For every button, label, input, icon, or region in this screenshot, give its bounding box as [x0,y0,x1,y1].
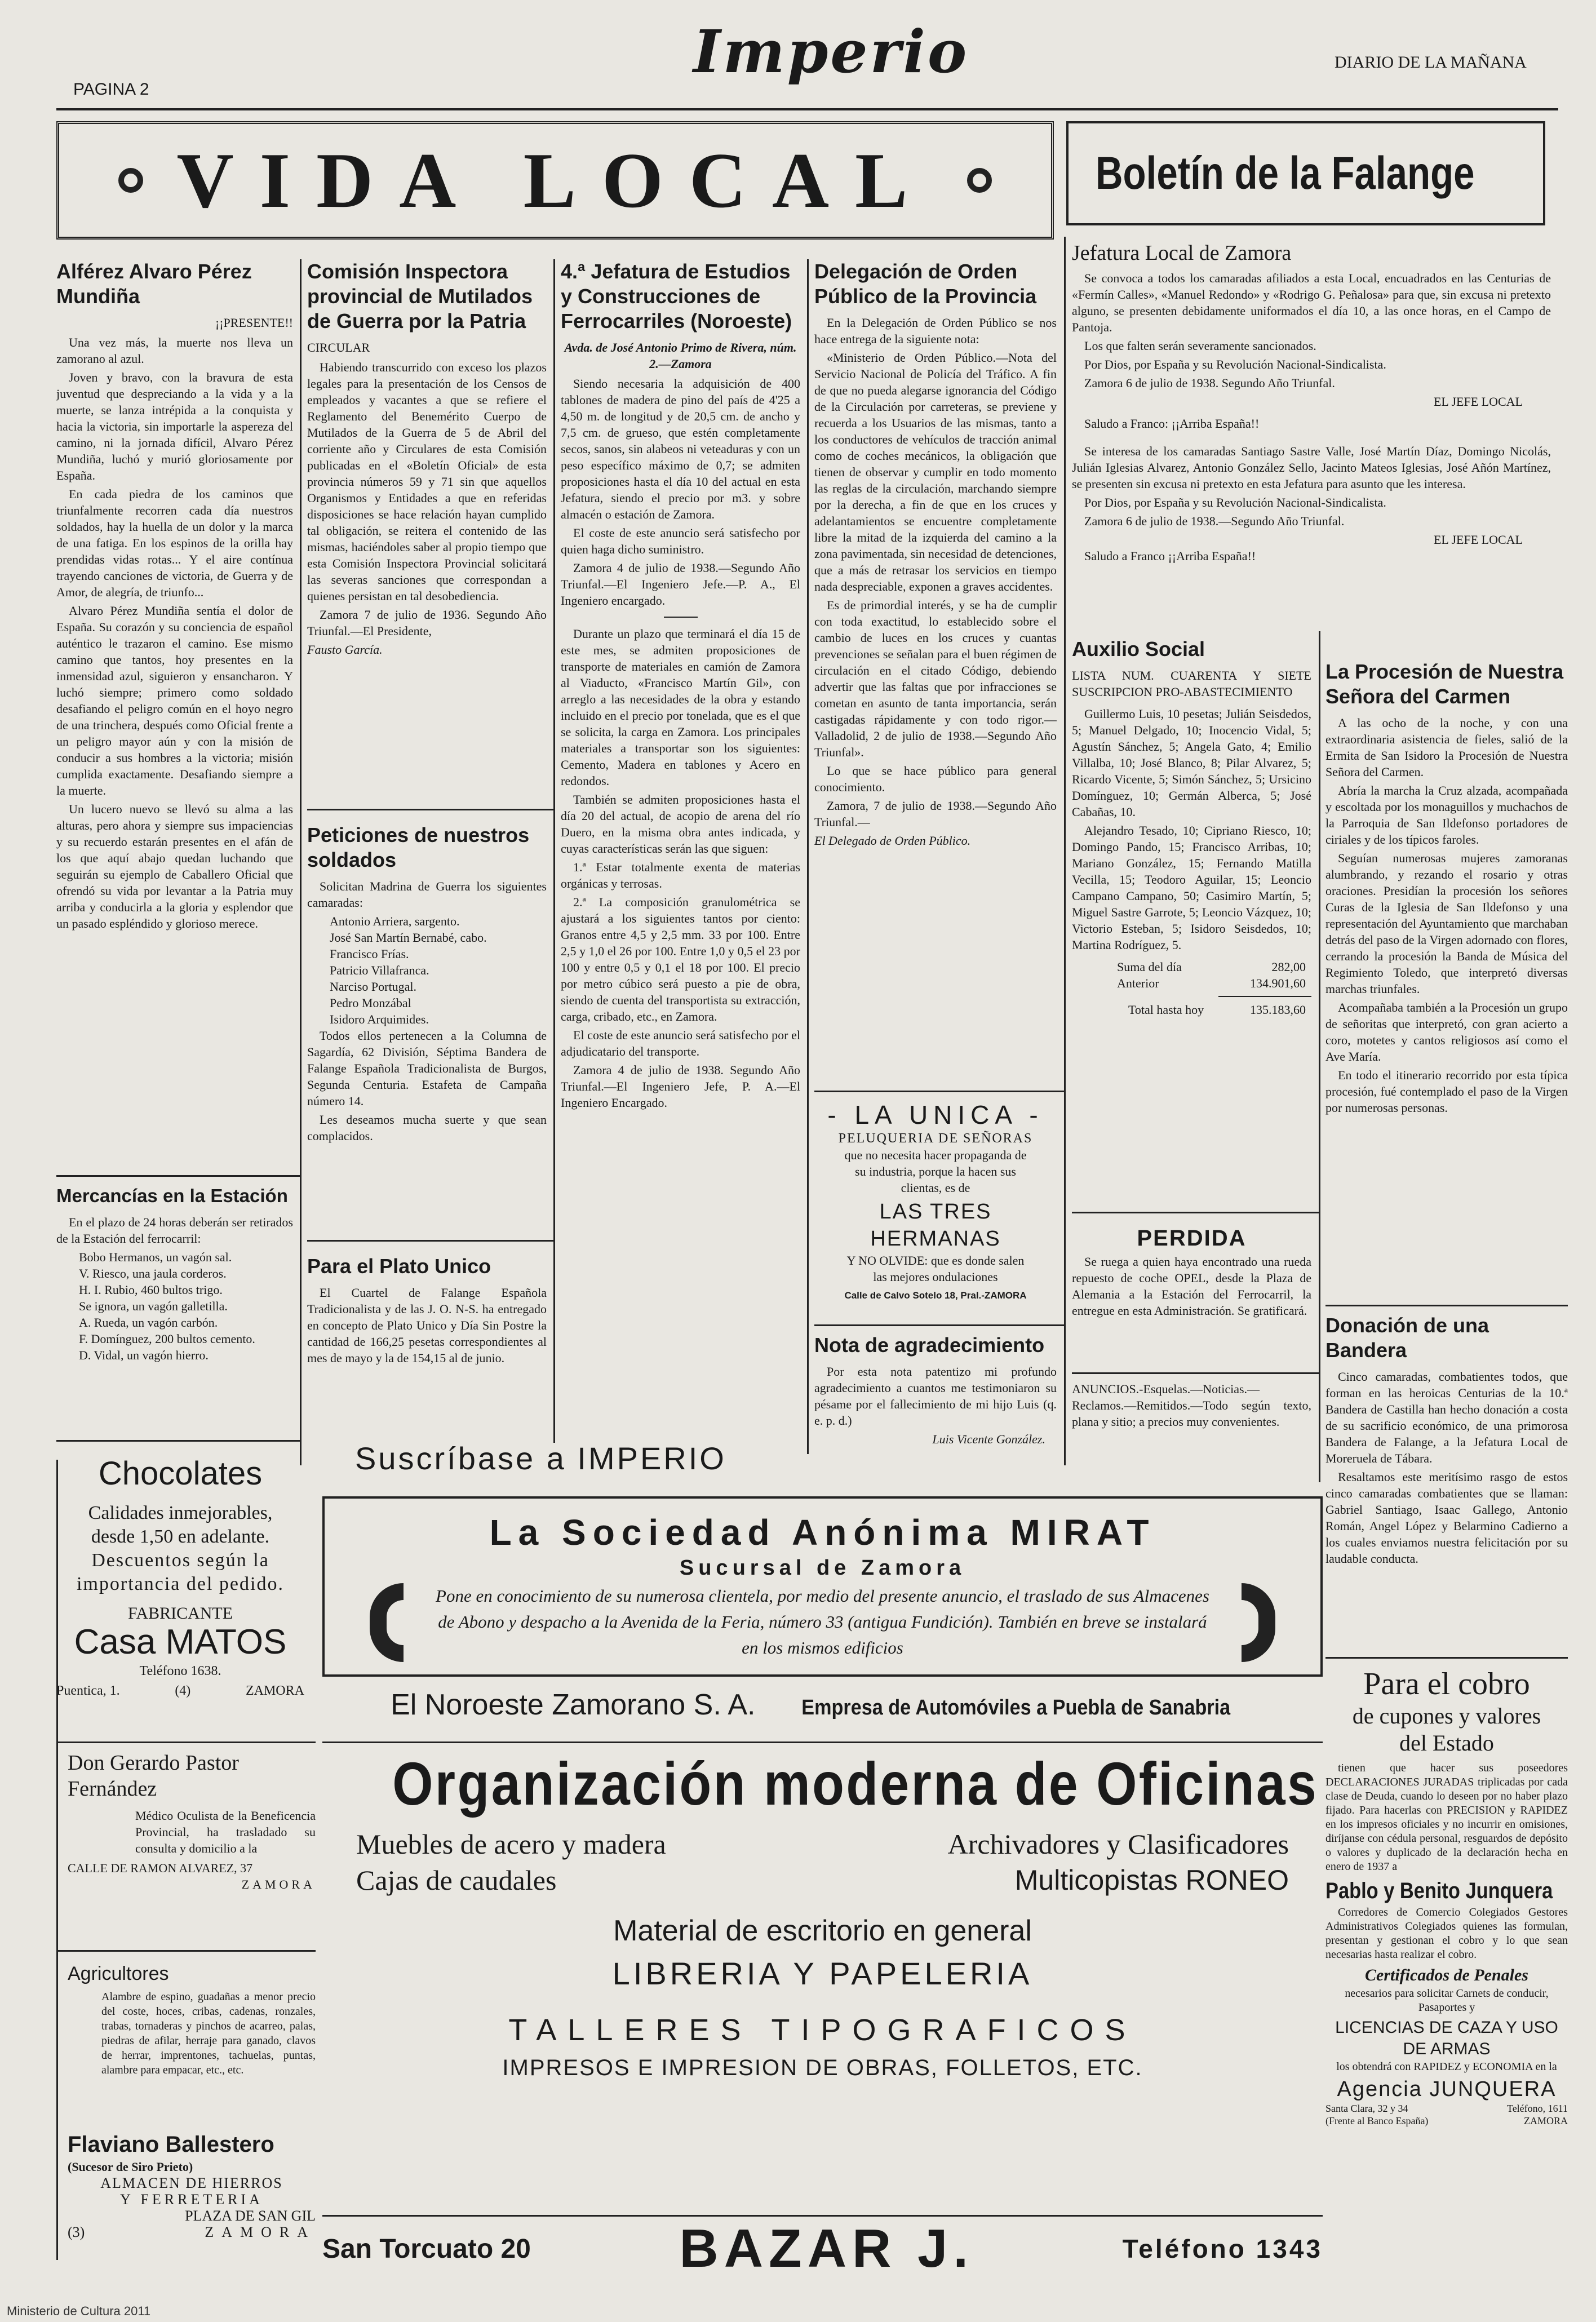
list-item: Patricio Villafranca. [330,963,429,977]
paragraph: Zamora 4 de julio de 1938. Segundo Año Triunfal.—El Ingeniero Jefe, P. A.—El Ingeniero Encargado. [561,1063,800,1110]
paragraph: Resaltamos este meritísimo rasgo de estos cinco camaradas combatientes que se llaman: Gabriel Santiago, Isaac Gallego, Antonio Román, Angel López y Belarmino Cadierno a los cuales enviamos nuestra felicitación por su laudable conducta. [1325,1470,1568,1566]
procesion-article [1325,659,1568,1293]
sum-value: 282,00 [1271,960,1306,974]
ad-line: TALLERES TIPOGRAFICOS [508,2013,1137,2047]
paragraph: Guillermo Luis, 10 pesetas; Julián Seisdedos, 5; Manuel Delgado, 10; Inocencio Vidal, 5; Agustín Sánchez, 5; Angela Gato, 4; Emilio Villalba, 10; José Blanco, 8; Pilar Alvarez, 5; Ricardo Vicente, 5; Simón Sánchez, 5; Ursicino Domínguez, 10; Germán Alberca, 5; José Cabañas, 10. [1072,707,1311,819]
city: ZAMORA [241,1877,316,1891]
sum-label: Suma del día [1117,960,1182,974]
ad-line: Descuentos según la importancia del pedido. [77,1550,284,1594]
brand-name: Casa MATOS [74,1623,287,1661]
masthead-tagline: DIARIO DE LA MAÑANA [1335,53,1527,72]
headline: Peticiones de nuestros soldados [307,823,530,871]
paragraph: Se ruega a quien haya encontrado una rueda repuesto de coche OPEL, desde la Plaza de Alemania a la Estación del Ferrocarril, la entregue en esta Administración. Se gratificará. [1072,1255,1311,1318]
paragraph: Se interesa de los camaradas Santiago Sastre Valle, José Martín Díaz, Domingo Nicolás, Julián Iglesias Alvarez, Antonio González Sello, Jacinto Mateos Iglesias, José Añón Martínez, se presenten sin excusa ni pretexto en esta Jefatura para asunto que les interesa. [1072,444,1551,491]
paragraph: Un lucero nuevo se llevó su alma a las alturas, pero ahora y siempre sus impaciencias y su recuerdo estarán presentes en el afán de los que aquí abajo quedan luchando que seguirán su ejemplo de Caballero Oficial que ofrendó su vida por levantar a la Patria muy arriba y conducirla a la gloria y esplendor que un pasado espléndido y glorioso merece. [56,802,293,930]
ad-line: Calidades inmejorables, [88,1503,273,1523]
delegacion-article [814,259,1057,1071]
paragraph: Es de primordial interés, y se ha de cumplir con toda exactitud, lo establecido sobre el cambio de luces en los cruces y cuantas prevenciones se señalan para el buen régimen de circulación en el citado Código, debiendo advertir que las faltas que por infracciones se cometan en asunto de tanta importancia, serán castigadas rápidamente y con todo rigor.—Valladolid, 2 de julio de 1938.—Segundo Año Triunfal». [814,598,1057,759]
signature: El Delegado de Orden Público. [814,834,971,848]
address: CALLE DE RAMON ALVAREZ, 37 [68,1861,253,1875]
peticiones-article [307,823,547,1229]
ad-line: Multicopistas RONEO [1014,1864,1289,1896]
paragraph: En todo el itinerario recorrido por esta típica procesión, fué contemplado el paso de la Virgen por numerosas personas. [1325,1068,1568,1115]
city: ZAMORA [205,2224,316,2240]
paragraph: En el plazo de 24 horas deberán ser retirados de la Estación del ferrocarril: [56,1215,293,1246]
subhead: CIRCULAR [307,340,370,354]
paragraph: Alejandro Tesado, 10; Cipriano Riesco, 10; Domingo Pando, 15; Francisco Arribas, 10; Mariano González, 15; Fernando Matilla Vecilla, 15; Teodoro Aguilar, 15; Leoncio Campano Campano, 50; Casimiro Martín, 5; Miguel Sastre Garrote, 5; Leoncio Vázquez, 10; Victorio Esteban, 5; Isidoro Seisdedos, 10; Martina Rodríguez, 5. [1072,823,1311,952]
divider [664,617,698,618]
brand-name: Pablo y Benito Junquera [1325,1878,1553,1903]
signature: Fausto García. [307,642,383,657]
ad-line: ALMACEN DE HIERROS [100,2175,283,2191]
bracket-left-icon [370,1583,404,1662]
ad-body: Pone en conocimiento de su numerosa clientela, por medio del presente anuncio, el traslado de sus Almacenes de Abono y despacho a la Avenida de la Feria, número 33 (antigua Fundición). También en breve se instalará en los mismos edificios [436,1586,1209,1658]
paragraph: Zamora 6 de julio de 1938.—Segundo Año Triunfal. [1084,514,1345,528]
vida-local-title: VIDA LOCAL [176,136,934,224]
page-number: PAGINA 2 [73,80,149,99]
paragraph: Corredores de Comercio Colegiados Gestores Administrativos Colegiados quienes las formulan, presentan y gestionan el cobro y lo que sean necesarias hasta realizar el cobro. [1325,1906,1568,1961]
subscribe-notice: Suscríbase a IMPERIO [355,1441,726,1476]
paragraph: También se admiten proposiciones hasta el día 20 del actual, de acopio de arena del río Duero, en la misma obra antes indicada, y cuyas características serán las que siguen: [561,792,800,856]
headline: Comisión Inspectora provincial de Mutilados de Guerra por la Patria [307,260,533,333]
list-item: D. Vidal, un vagón hierro. [79,1348,209,1362]
paragraph: «Ministerio de Orden Público.—Nota del Servicio Nacional de Policía del Tráfico. A fin de que no pueda alegarse ignorancia del Código de la Circulación por carreteras, se previene y recuerda a los Usuarios de las mismas, tanto a los conductores de vehículos de tracción animal como de coches mecánicos, la obligación que tienen de observar y cumplir en todo momento las reglas de la circulación, marchando siempre por la derecha, a fin de que en los cruces y adelantamientos se encuentre completamente libre la mitad de la izquierda del camino a la zona pavimentada, sin necesidad de detenciones, que a más de retrasar los servicios en tiempo nada despreciable, exponen a graves accidentes. [814,351,1057,593]
paragraph: Saludo a Franco: ¡¡Arriba España!! [1084,416,1260,431]
paragraph: ANUNCIOS.-Esquelas.—Noticias.—Reclamos.—Remitidos.—Todo según texto, plana y sitio; a precios muy convenientes. [1072,1382,1311,1429]
paragraph: Todos ellos pertenecen a la Columna de Sagardía, 62 División, Séptima Bandera de Falange Española Tradicionalista de Burgos, Segunda Centuria. Estafeta de Campaña número 14. [307,1029,547,1108]
mercancias-article [56,1184,293,1432]
paragraph: Alvaro Pérez Mundiña sentía el dolor de España. Su corazón y su conciencia de español auténtico le trazaron el camino. Ese mismo camino que tantos, hoy presentes en la inmensidad azul, siguieron y ensancharon. Y luchó siempre; primero como soldado desafiando el peligro común en el hoyo negro de una trinchera, después como Oficial frente a un peligro mayor aún y con la misión de conducir a sus hombres a la victoria; misión cumplida exactamente. Desafiando siempre a la muerte. [56,604,293,797]
flaviano-ad [68,2130,316,2299]
ad-title: Para el cobro [1363,1667,1530,1701]
chocolates-ad [56,1454,304,1725]
perdida-article [1072,1223,1311,1370]
address: Puentica, 1. [56,1683,120,1698]
ad-title: Flaviano Ballestero [68,2132,274,2157]
paragraph: Zamora 4 de julio de 1938.—Segundo Año Triunfal.—El Ingeniero Jefe.—P. A., El Ingeniero encargado. [561,561,800,608]
paragraph: Alambre de espino, guadañas a menor precio del coste, hoces, cribas, cadenas, ronzales, trabas, tornaderas y pinchos de acarreo, palas, piedras de afilar, herraje para ganado, clavos de herrar, imprentones, tachuelas, puntas, alambre para empacar, etc., etc. [101,1991,316,2076]
ad-subtitle: Certificados de Penales [1365,1966,1528,1984]
phone: Teléfono 1343 [1122,2234,1323,2263]
paragraph: tienen que hacer sus poseedores DECLARACIONES JURADAS triplicadas por cada clase de Deuda, cuando lo deseen por no haber plazo fijado. Para hacerlas con PRECISION y RAPIDEZ en los impresos oficiales y no incurrir en omisiones, diríjanse con cédula personal, resguardos de depósito o valores y duplicado de la declaración hecha en enero de 1937 a [1325,1762,1568,1873]
comision-article [307,259,547,795]
paragraph: Saludo a Franco ¡¡Arriba España!! [1084,549,1256,563]
paragraph: A las ocho de la noche, y con una extraordinaria asistencia de fieles, salió de la Ermita de San Isidoro la Procesión de Nuestra Señora del Carmen. [1325,716,1568,779]
paragraph: Una vez más, la muerte nos lleva un zamorano al azul. [56,335,293,366]
list-item: F. Domínguez, 200 bultos cemento. [79,1332,255,1346]
paragraph: Por Dios, por España y su Revolución Nacional-Sindicalista. [1084,357,1386,371]
address: San Torcuato 20 [322,2234,531,2264]
list-item: Francisco Frías. [330,947,409,961]
footer-credit: Ministerio de Cultura 2011 [7,2304,151,2318]
signature: EL JEFE LOCAL [1433,395,1523,409]
paragraph: Los que falten serán severamente sancionados. [1084,339,1316,353]
ad-title: Agricultores [68,1963,169,1984]
brand-name: BAZAR J. [679,2218,974,2279]
vida-local-banner [56,121,1054,240]
ad-subtitle: Sucursal de Zamora [679,1556,966,1580]
bullet-icon [118,168,143,193]
sum-value: 134.901,60 [1250,976,1306,990]
paragraph: necesarios para solicitar Carnets de conducir, Pasaportes y [1345,1987,1549,2014]
ad-line: LIBRERIA Y PAPELERIA [612,1956,1033,1991]
ad-line: Y FERRETERIA [120,2191,263,2208]
headline: La Procesión de Nuestra Señora del Carmen [1325,660,1564,708]
paragraph: Solicitan Madrina de Guerra los siguientes camaradas: [307,879,547,910]
signature: EL JEFE LOCAL [1433,533,1523,547]
paragraph: Lo que se hace público para general conocimiento. [814,764,1057,794]
paragraph: Y NO OLVIDE: que es donde salen las mejores ondulaciones [846,1253,1025,1284]
ad-number: (4) [175,1683,191,1698]
paragraph: Acompañaba también a la Procesión un grupo de señoritas que interpretó, con gran acierto a coro, motetes y cantos religiosos así como el Ave María. [1325,1000,1568,1063]
headline: Delegación de Orden Público de la Provincia [814,260,1037,308]
ad-subtitle: de cupones y valores [1352,1703,1541,1729]
city: ZAMORA [1523,2115,1568,2126]
headline: 4.ª Jefatura de Estudios y Construcciones de Ferrocarriles (Noroeste) [561,260,792,333]
list-item: Narciso Portugal. [330,980,416,994]
ad-line: Archivadores y Clasificadores [947,1828,1289,1860]
jefatura-article [561,259,800,1432]
paragraph: Siendo necesaria la adquisición de 400 tablones de madera de pino del país de 4'25 a 4,50 m. de longitud y de 20,5 cm. de ancho y 7,5 cm. de grueso, que estén completamente secos, sanos, sin alabeos ni veteaduras y con un peso específico máximo de 0,7; se admiten proposiciones hasta el día 10 del actual en esta Jefatura, siendo el precio por m3. y sobre almacén o estación de Zamora. [561,376,800,521]
headline: Para el Plato Unico [307,1255,491,1278]
noroeste-ad [322,1688,1323,1722]
ad-line: desde 1,50 en adelante. [91,1526,270,1547]
paragraph: 1.ª Estar totalmente exenta de materias orgánicas y terrosas. [561,860,800,890]
jefatura-local-article [1072,240,1551,623]
masthead-title: Imperio [693,17,969,86]
ad-line: IMPRESOS E IMPRESION DE OBRAS, FOLLETOS, ETC. [502,2055,1143,2080]
paragraph: Les deseamos mucha suerte y que sean complacidos. [307,1113,547,1143]
ad-number: (3) [68,2224,85,2240]
ad-line: Muebles de acero y madera [356,1828,666,1860]
paragraph: Zamora, 7 de julio de 1938.—Segundo Año Triunfal.— [814,799,1057,829]
ad-title: - LA UNICA - [827,1100,1044,1129]
ad-subtitle: LICENCIAS DE CAZA Y USO DE ARMAS [1335,2018,1558,2058]
bazar-ad [322,2218,1323,2280]
headline: Alférez Alvaro Pérez Mundiña [56,260,252,308]
paragraph: El coste de este anuncio será satisfecho por el adjudicatario del transporte. [561,1028,800,1058]
organizacion-ad [322,1747,1323,2232]
list-item: José San Martín Bernabé, cabo. [330,930,487,945]
list-item: Se ignora, un vagón galletilla. [79,1299,228,1313]
ad-subtitle: del Estado [1399,1730,1494,1756]
paragraph: los obtendrá con RAPIDEZ y ECONOMIA en la [1336,2060,1557,2073]
mirat-ad [322,1496,1323,1677]
agradecimiento-article [814,1333,1057,1479]
ad-subtitle: PELUQUERIA DE SEÑORAS [838,1131,1033,1146]
agricultores-ad [68,1961,316,2119]
company-desc: Empresa de Automóviles a Puebla de Sanabria [801,1696,1231,1720]
paragraph: Se convoca a todos los camaradas afiliados a esta Local, encuadrados en las Centurias de «Fermín Calles», «Manuel Redondo» y «Rodrigo G. Peñalosa» para que, sin excusa ni pretexto alguno, se presenten debidamente uniformados el día 10, a las once horas, en el Campo de Pantoja. [1072,271,1551,334]
brand-name: LAS TRES HERMANAS [870,1200,1001,1251]
alferez-article [56,259,293,1167]
paragraph: Habiendo transcurrido con exceso los plazos legales para la presentación de los Censos de empleados y vacantes a que se refiere el Reglamento del Benemérito Cuerpo de Mutilados de la Guerra de 5 de Abril del corriente año y Circulares de esta Comisión publicadas en el «Boletín Oficial» de esta provincia números 59 y 71 sin que aquellos Organismos y Entidades a que en referidas disposiciones se hace relación hayan cumplido tal obligación, se reitera el contenido de las mismas, haciéndoles saber al propio tiempo que esta Comisión Inspectora Provincial solicitará las severas sanciones que correspondan a quienes persistan en tal desobediencia. [307,360,547,603]
ad-title: Chocolates [98,1455,263,1492]
phone: Teléfono, 1611 [1506,2103,1568,2114]
plato-unico-article [307,1254,547,1440]
auxilio-social-article [1072,637,1311,1223]
subhead: ¡¡PRESENTE!! [215,316,293,330]
bracket-right-icon [1242,1583,1275,1662]
paragraph: El Cuartel de Falange Española Tradicionalista y de las J. O. N-S. ha entregado en concepto de Plato Unico y Día Sin Postre la cantidad de 166,25 pesetas correspondientes al mes de mayo y la de 154,15 al de junio. [307,1286,547,1365]
brand-name: Agencia JUNQUERA [1337,2077,1557,2101]
paragraph: Zamora 6 de julio de 1938. Segundo Año Triunfal. [1084,376,1335,390]
paragraph: Cinco camaradas, combatientes todos, que forman en las heroicas Centurias de la 10.ª Bandera de Castilla han hecho donación a costa de su sacrificio económico, de una primorosa Bandera de Falange, a la Jefatura Local de Moreruela de Tábara. [1325,1370,1568,1465]
subhead: Avda. de José Antonio Primo de Rivera, núm. 2.—Zamora [564,340,797,371]
boletin-banner [1066,121,1545,225]
paragraph: Médico Oculista de la Beneficencia Provincial, ha trasladado su consulta y domicilio a la [135,1809,316,1855]
paragraph: Por esta nota patentizo mi profundo agradecimiento a cuantos me testimoniaron su pésame por el fallecimiento de mi hijo Luis (q. e. p. d.) [814,1364,1057,1428]
ad-line: FABRICANTE [127,1604,233,1623]
headline: PERDIDA [1137,1226,1247,1251]
paragraph: Joven y bravo, con la bravura de esta juventud que despreciando a la vida y a la muerte, se lanza intrépida a la conquista y hacia la victoria, sin importarle la aspereza del camino, ni la jornada difícil, Alvaro Pérez Mundiña, luchó y murió gloriosamente por España. [56,370,293,482]
ad-title: Organización moderna de Oficinas [392,1749,1319,1818]
list-item: Antonio Arriera, sargento. [330,914,460,928]
boletin-title: Boletín de la Falange [1096,147,1475,199]
paragraph: En la Delegación de Orden Público se nos hace entrega de la siguiente nota: [814,316,1057,346]
ad-title: Don Gerardo Pastor Fernández [68,1751,239,1801]
list-item: Bobo Hermanos, un vagón sal. [79,1250,232,1264]
paragraph: que no necesita hacer propaganda de su industria, porque la hacen sus clientas, es de [844,1148,1027,1195]
paragraph: Seguían numerosas mujeres zamoranas alumbrando, y rezando el rosario y otras oraciones. Presidían la procesión los señores Curas de la Iglesia de San Ildefonso y una representación del Ayuntamiento que marchaban detrás del paso de la Virgen adornado con flores, cerrando la procesión la Banda de Música del Regimiento Toledo, que interpretó diversas marchas triunfales. [1325,851,1568,996]
list-item: Pedro Monzábal [330,996,411,1010]
medico-ad [68,1750,316,1936]
sum-label: Total hasta hoy [1128,1003,1204,1017]
ad-line: Material de escritorio en general [613,1915,1032,1947]
anuncios-notice [1072,1381,1311,1460]
bandera-article [1325,1313,1568,1651]
list-item: Isidoro Arquimides. [330,1012,429,1026]
bullet-icon [967,168,992,193]
headline: Jefatura Local de Zamora [1072,241,1292,265]
paragraph: Durante un plazo que terminará el día 15 de este mes, se admiten proposiciones de transporte de materiales en camión de Zamora al Viaducto, «Francisco Martín Gil», con arreglo a las necesidades de la obra y estando incluido en el precio por tonelada, que es el que se solicita, la carga en Zamora. Los principales materiales a transportar son los siguientes: Cemento, Madera en tablones y Acero en redondos. [561,627,800,788]
paragraph: Por Dios, por España y su Revolución Nacional-Sindicalista. [1084,495,1386,509]
ad-title: La Sociedad Anónima MIRAT [489,1512,1156,1553]
list-item: A. Rueda, un vagón carbón. [79,1315,218,1330]
address: Santa Clara, 32 y 34 [1325,2103,1408,2114]
headline: Auxilio Social [1072,637,1205,661]
ad-line: Cajas de caudales [356,1864,557,1896]
paragraph: Zamora 7 de julio de 1936. Segundo Año Triunfal.—El Presidente, [307,608,547,638]
headline: Donación de una Bandera [1325,1314,1489,1362]
sum-value: 135.183,60 [1250,1003,1306,1017]
paragraph: El coste de este anuncio será satisfecho por quien haga dicho suministro. [561,526,800,556]
company-name: El Noroeste Zamorano S. A. [391,1689,756,1721]
paragraph: Abría la marcha la Cruz alzada, acompañada y escoltada por los monaguillos y muchachos de la Parroquia de San Ildefonso portadores de ciriales y de los típicos faroles. [1325,783,1568,847]
address: (Frente al Banco España) [1325,2115,1429,2126]
ad-subtitle: (Sucesor de Siro Prieto) [68,2160,193,2174]
list-item: V. Riesco, una jaula corderos. [79,1266,227,1280]
sum-label: Anterior [1117,976,1159,990]
list-item: H. I. Rubio, 460 bultos trigo. [79,1283,223,1297]
cobro-ad [1325,1665,1568,2297]
city: ZAMORA [245,1683,304,1698]
headline: Mercancías en la Estación [56,1185,288,1206]
la-unica-ad [814,1099,1057,1313]
headline: Nota de agradecimiento [814,1333,1045,1357]
signature: Luis Vicente González. [932,1432,1045,1446]
address: PLAZA DE SAN GIL [185,2208,316,2224]
subhead: LISTA NUM. CUARENTA Y SIETE SUSCRIPCION PRO-ABASTECIMIENTO [1072,668,1311,699]
address: Calle de Calvo Sotelo 18, Pral.-ZAMORA [844,1290,1027,1301]
phone: Teléfono 1638. [139,1664,221,1678]
paragraph: 2.ª La composición granulométrica se ajustará a los siguientes tantos por ciento: Granos entre 4,5 y 2,5 mm. 33 por 100. Entre 2,5 y 1,0 el 26 por 100. Entre 1,0 y 0,5 el 23 por 100 y entre 0,5 y 0,1 el 18 por 100. El precio por metro cúbico será puesto a pie de obra, siendo de cuenta del transportista su extracción, carga, cribado, etc., en Zamora. [561,895,800,1023]
paragraph: En cada piedra de los caminos que triunfalmente recorren cada día nuestros soldados, hay la huella de un dolor y la marca de una fatiga. En los espinos de la orilla hay prendidas vidas rotas... Y el aire contínua trayendo canciones de victoria, de Guerra y de Amor, de alegría, de triunfo... [56,487,293,599]
